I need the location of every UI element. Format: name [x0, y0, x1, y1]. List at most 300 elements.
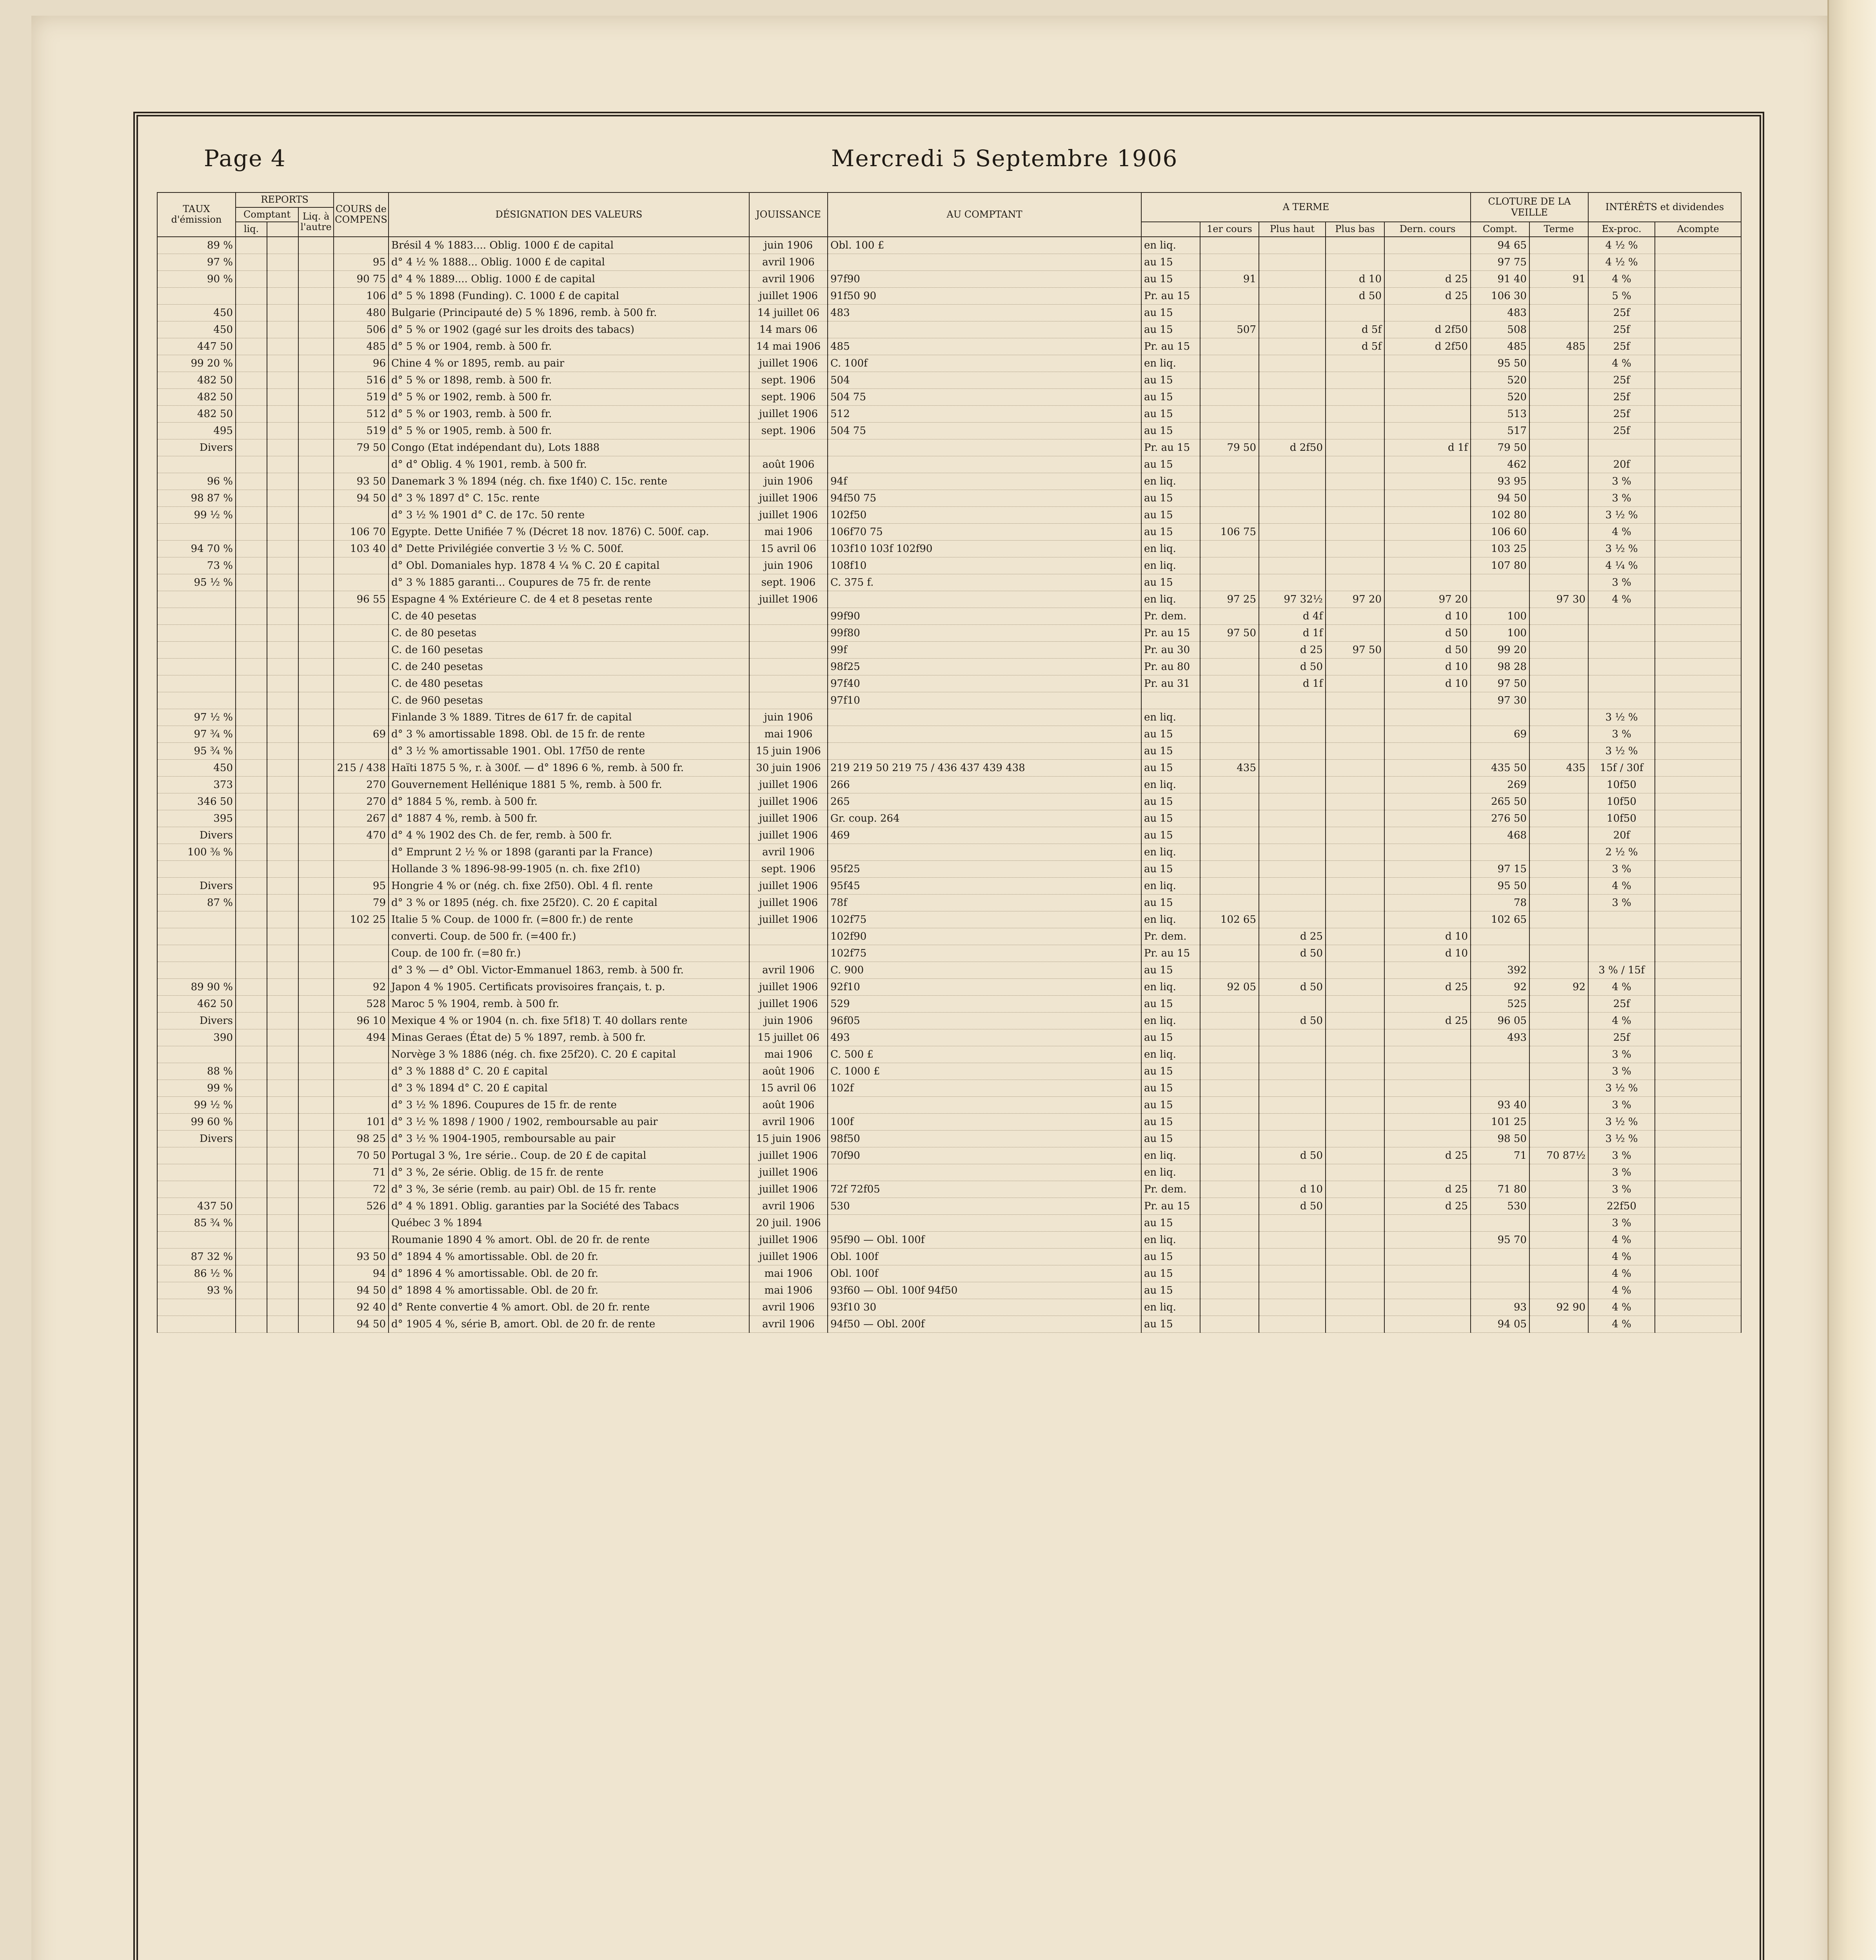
jouissance-cell: juillet 1906 [749, 355, 828, 372]
empty-cell [1655, 490, 1741, 506]
terme-cell: Pr. au 15 [1141, 287, 1200, 304]
empty-cell [1655, 894, 1741, 911]
cloture-terme-cell [1529, 1029, 1588, 1046]
plus-bas-cell [1326, 911, 1384, 928]
premier-cours-cell [1200, 742, 1259, 759]
designation-cell: Italie 5 % Coup. de 1000 fr. (=800 fr.) de rente [389, 911, 749, 928]
plus-bas-cell [1326, 372, 1384, 388]
table-row [157, 540, 1741, 557]
jouissance-cell: mai 1906 [749, 1282, 828, 1299]
cours-cell: 103 40 [334, 540, 389, 557]
cloture-compt-cell [1471, 844, 1529, 860]
dernier-cours-cell [1384, 388, 1471, 405]
terme-cell [1141, 692, 1200, 709]
empty-cell [236, 894, 267, 911]
taux-cell [157, 1147, 236, 1164]
plus-bas-cell [1326, 1063, 1384, 1080]
cloture-terme-cell [1529, 877, 1588, 894]
interets-cell: 3 % [1588, 490, 1655, 506]
premier-cours-cell [1200, 995, 1259, 1012]
cours-cell: 106 [334, 287, 389, 304]
table-row [157, 287, 1741, 304]
table-row [157, 928, 1741, 945]
jouissance-cell [749, 641, 828, 658]
taux-cell: 97 ¾ % [157, 726, 236, 742]
plus-haut-cell [1259, 574, 1326, 591]
empty-cell [236, 709, 267, 726]
interets-cell: 15f / 30f [1588, 759, 1655, 776]
cloture-terme-cell [1529, 827, 1588, 844]
cloture-terme-cell [1529, 523, 1588, 540]
premier-cours-cell [1200, 726, 1259, 742]
cloture-compt-cell: 106 30 [1471, 287, 1529, 304]
empty-cell [236, 1198, 267, 1214]
taux-cell: 73 % [157, 557, 236, 574]
col-acompte: Acompte [1655, 222, 1741, 237]
cours-cell [334, 860, 389, 877]
plus-haut-cell: d 10 [1259, 1181, 1326, 1198]
table-row [157, 1130, 1741, 1147]
designation-cell: Bulgarie (Principauté de) 5 % 1896, remb. à 500 fr. [389, 304, 749, 321]
jouissance-cell: 15 avril 06 [749, 1080, 828, 1096]
jouissance-cell: sept. 1906 [749, 422, 828, 439]
empty-cell [1655, 1029, 1741, 1046]
jouissance-cell: 15 juin 1906 [749, 1130, 828, 1147]
table-row [157, 810, 1741, 827]
jouissance-cell: avril 1906 [749, 962, 828, 978]
cloture-compt-cell [1471, 1265, 1529, 1282]
plus-bas-cell [1326, 860, 1384, 877]
premier-cours-cell [1200, 574, 1259, 591]
plus-bas-cell [1326, 827, 1384, 844]
interets-cell: 4 % [1588, 1299, 1655, 1316]
premier-cours-cell [1200, 456, 1259, 473]
empty-cell [236, 928, 267, 945]
plus-bas-cell [1326, 1012, 1384, 1029]
terme-cell: au 15 [1141, 793, 1200, 810]
empty-cell [298, 945, 334, 962]
designation-cell: d° 3 %, 2e série. Oblig. de 15 fr. de rente [389, 1164, 749, 1181]
col-interets: INTÉRÊTS et dividendes [1588, 192, 1741, 222]
plus-haut-cell [1259, 877, 1326, 894]
cours-cell: 512 [334, 405, 389, 422]
premier-cours-cell [1200, 304, 1259, 321]
designation-cell: C. de 40 pesetas [389, 608, 749, 624]
empty-cell [236, 1265, 267, 1282]
dernier-cours-cell [1384, 1282, 1471, 1299]
premier-cours-cell [1200, 608, 1259, 624]
empty-cell [298, 1214, 334, 1231]
designation-cell: d° 3 % 1885 garanti... Coupures de 75 fr. de rente [389, 574, 749, 591]
designation-cell: Brésil 4 % 1883.... Oblig. 1000 £ de capital [389, 237, 749, 254]
taux-cell: 86 ½ % [157, 1265, 236, 1282]
cours-cell [334, 237, 389, 254]
taux-cell: 482 50 [157, 405, 236, 422]
premier-cours-cell [1200, 1046, 1259, 1063]
cours-cell: 485 [334, 338, 389, 355]
cloture-compt-cell: 493 [1471, 1029, 1529, 1046]
cours-cell: 270 [334, 776, 389, 793]
designation-cell: d° 4 % 1891. Oblig. garanties par la Société des Tabacs [389, 1198, 749, 1214]
jouissance-cell: juillet 1906 [749, 405, 828, 422]
empty-cell [1655, 388, 1741, 405]
table-row [157, 254, 1741, 270]
terme-cell: Pr. dem. [1141, 608, 1200, 624]
empty-cell [267, 1265, 298, 1282]
plus-haut-cell [1259, 1164, 1326, 1181]
table-row [157, 1316, 1741, 1332]
terme-cell: Pr. dem. [1141, 928, 1200, 945]
taux-cell: 90 % [157, 270, 236, 287]
comptant-cell: 95f25 [828, 860, 1141, 877]
terme-cell: au 15 [1141, 1282, 1200, 1299]
table-row [157, 844, 1741, 860]
designation-cell: C. de 480 pesetas [389, 675, 749, 692]
col-cloture-terme: Terme [1529, 222, 1588, 237]
empty-cell [298, 608, 334, 624]
cours-cell: 94 [334, 1265, 389, 1282]
empty-cell [298, 405, 334, 422]
cours-cell: 516 [334, 372, 389, 388]
terme-cell: au 15 [1141, 962, 1200, 978]
terme-cell: au 15 [1141, 1080, 1200, 1096]
cloture-compt-cell: 95 70 [1471, 1231, 1529, 1248]
dernier-cours-cell [1384, 506, 1471, 523]
cours-cell [334, 675, 389, 692]
plus-haut-cell [1259, 388, 1326, 405]
jouissance-cell: avril 1906 [749, 844, 828, 860]
designation-cell: d° 4 ½ % 1888... Oblig. 1000 £ de capital [389, 254, 749, 270]
dernier-cours-cell [1384, 372, 1471, 388]
empty-cell [298, 372, 334, 388]
jouissance-cell: juillet 1906 [749, 1181, 828, 1198]
empty-cell [236, 1231, 267, 1248]
premier-cours-cell [1200, 1029, 1259, 1046]
table-row [157, 557, 1741, 574]
interets-cell: 10f50 [1588, 776, 1655, 793]
cloture-terme-cell [1529, 372, 1588, 388]
comptant-cell: Gr. coup. 264 [828, 810, 1141, 827]
empty-cell [298, 827, 334, 844]
terme-cell: au 15 [1141, 1096, 1200, 1113]
premier-cours-cell [1200, 945, 1259, 962]
empty-cell [267, 658, 298, 675]
cloture-terme-cell [1529, 641, 1588, 658]
empty-cell [236, 506, 267, 523]
plus-bas-cell [1326, 506, 1384, 523]
empty-cell [267, 388, 298, 405]
empty-cell [236, 574, 267, 591]
premier-cours-cell [1200, 810, 1259, 827]
dernier-cours-cell [1384, 557, 1471, 574]
comptant-cell: 530 [828, 1198, 1141, 1214]
comptant-cell: C. 375 f. [828, 574, 1141, 591]
empty-cell [267, 1113, 298, 1130]
premier-cours-cell [1200, 490, 1259, 506]
cours-cell: 480 [334, 304, 389, 321]
empty-cell [1655, 422, 1741, 439]
cours-cell: 98 25 [334, 1130, 389, 1147]
cours-cell: 79 [334, 894, 389, 911]
terme-cell: au 15 [1141, 995, 1200, 1012]
cloture-compt-cell: 107 80 [1471, 557, 1529, 574]
cours-cell: 92 40 [334, 1299, 389, 1316]
empty-cell [267, 321, 298, 338]
plus-bas-cell [1326, 995, 1384, 1012]
plus-haut-cell [1259, 1231, 1326, 1248]
empty-cell [1655, 1063, 1741, 1080]
table-row [157, 877, 1741, 894]
empty-cell [1655, 523, 1741, 540]
empty-cell [267, 692, 298, 709]
plus-bas-cell [1326, 304, 1384, 321]
taux-cell: 447 50 [157, 338, 236, 355]
empty-cell [298, 742, 334, 759]
jouissance-cell: 15 avril 06 [749, 540, 828, 557]
designation-cell: d° 3 % — d° Obl. Victor-Emmanuel 1863, remb. à 500 fr. [389, 962, 749, 978]
plus-haut-cell [1259, 372, 1326, 388]
premier-cours-cell [1200, 675, 1259, 692]
terme-cell: en liq. [1141, 844, 1200, 860]
table-row [157, 1181, 1741, 1198]
empty-cell [1655, 860, 1741, 877]
empty-cell [1655, 1181, 1741, 1198]
interets-cell: 25f [1588, 304, 1655, 321]
table-row [157, 860, 1741, 877]
empty-cell [1655, 287, 1741, 304]
interets-cell: 20f [1588, 456, 1655, 473]
comptant-cell: 97f10 [828, 692, 1141, 709]
comptant-cell: Obl. 100f [828, 1265, 1141, 1282]
plus-haut-cell: d 4f [1259, 608, 1326, 624]
empty-cell [1655, 456, 1741, 473]
terme-cell: en liq. [1141, 877, 1200, 894]
cloture-terme-cell [1529, 675, 1588, 692]
plus-haut-cell [1259, 405, 1326, 422]
dernier-cours-cell [1384, 692, 1471, 709]
premier-cours-cell [1200, 1113, 1259, 1130]
plus-bas-cell [1326, 355, 1384, 372]
empty-cell [1655, 1248, 1741, 1265]
table-row [157, 321, 1741, 338]
table-row [157, 945, 1741, 962]
cloture-compt-cell: 462 [1471, 456, 1529, 473]
dernier-cours-cell [1384, 237, 1471, 254]
designation-cell: Québec 3 % 1894 [389, 1214, 749, 1231]
plus-haut-cell: d 1f [1259, 624, 1326, 641]
empty-cell [1655, 709, 1741, 726]
dernier-cours-cell [1384, 1046, 1471, 1063]
empty-cell [267, 945, 298, 962]
empty-cell [1655, 439, 1741, 456]
dernier-cours-cell [1384, 1265, 1471, 1282]
cloture-compt-cell: 265 50 [1471, 793, 1529, 810]
plus-haut-cell [1259, 1299, 1326, 1316]
empty-cell [298, 1231, 334, 1248]
cours-cell: 94 50 [334, 490, 389, 506]
terme-cell: au 15 [1141, 1214, 1200, 1231]
empty-cell [1655, 254, 1741, 270]
premier-cours-cell [1200, 1282, 1259, 1299]
table-row [157, 827, 1741, 844]
cloture-terme-cell [1529, 439, 1588, 456]
empty-cell [298, 540, 334, 557]
terme-cell: Pr. au 15 [1141, 945, 1200, 962]
cloture-terme-cell [1529, 860, 1588, 877]
cloture-compt-cell: 483 [1471, 304, 1529, 321]
page-date: Mercredi 5 Septembre 1906 [831, 145, 1178, 172]
plus-haut-cell [1259, 860, 1326, 877]
taux-cell: 450 [157, 321, 236, 338]
designation-cell: d° 1884 5 %, remb. à 500 fr. [389, 793, 749, 810]
premier-cours-cell [1200, 287, 1259, 304]
plus-bas-cell [1326, 523, 1384, 540]
comptant-cell: 99f80 [828, 624, 1141, 641]
empty-cell [236, 1080, 267, 1096]
cloture-compt-cell: 93 [1471, 1299, 1529, 1316]
dernier-cours-cell [1384, 1130, 1471, 1147]
jouissance-cell: juillet 1906 [749, 776, 828, 793]
empty-cell [1655, 641, 1741, 658]
dernier-cours-cell [1384, 877, 1471, 894]
empty-cell [236, 1130, 267, 1147]
table-row [157, 473, 1741, 490]
plus-bas-cell [1326, 1214, 1384, 1231]
cloture-terme-cell [1529, 1198, 1588, 1214]
empty-cell [267, 877, 298, 894]
terme-cell: Pr. au 30 [1141, 641, 1200, 658]
empty-cell [267, 439, 298, 456]
plus-haut-cell [1259, 1029, 1326, 1046]
jouissance-cell: sept. 1906 [749, 372, 828, 388]
empty-cell [298, 1147, 334, 1164]
dernier-cours-cell [1384, 1316, 1471, 1332]
premier-cours-cell [1200, 1096, 1259, 1113]
plus-haut-cell [1259, 1080, 1326, 1096]
premier-cours-cell [1200, 254, 1259, 270]
terme-cell: en liq. [1141, 978, 1200, 995]
dernier-cours-cell [1384, 911, 1471, 928]
plus-haut-cell: d 50 [1259, 1147, 1326, 1164]
comptant-cell: 102f [828, 1080, 1141, 1096]
empty-cell [298, 692, 334, 709]
interets-cell: 4 % [1588, 1012, 1655, 1029]
premier-cours-cell [1200, 1198, 1259, 1214]
designation-cell: d° 5 % or 1905, remb. à 500 fr. [389, 422, 749, 439]
designation-cell: d° Emprunt 2 ½ % or 1898 (garanti par la France) [389, 844, 749, 860]
terme-cell: au 15 [1141, 742, 1200, 759]
empty-cell [267, 726, 298, 742]
cloture-compt-cell: 94 65 [1471, 237, 1529, 254]
taux-cell: 482 50 [157, 372, 236, 388]
designation-cell: Gouvernement Hellénique 1881 5 %, remb. à 500 fr. [389, 776, 749, 793]
empty-cell [298, 422, 334, 439]
empty-cell [1655, 776, 1741, 793]
comptant-cell: 72f 72f05 [828, 1181, 1141, 1198]
comptant-cell [828, 591, 1141, 608]
interets-cell: 4 ½ % [1588, 254, 1655, 270]
table-row [157, 894, 1741, 911]
designation-cell: d° 5 % or 1904, remb. à 500 fr. [389, 338, 749, 355]
interets-cell: 3 ½ % [1588, 1130, 1655, 1147]
premier-cours-cell [1200, 877, 1259, 894]
empty-cell [1655, 810, 1741, 827]
empty-cell [298, 641, 334, 658]
interets-cell [1588, 658, 1655, 675]
cloture-compt-cell: 93 40 [1471, 1096, 1529, 1113]
designation-cell: Portugal 3 %, 1re série.. Coup. de 20 £ de capital [389, 1147, 749, 1164]
jouissance-cell: juillet 1906 [749, 1147, 828, 1164]
empty-cell [1655, 1198, 1741, 1214]
cours-cell [334, 506, 389, 523]
col-designation: DÉSIGNATION DES VALEURS [389, 192, 749, 237]
empty-cell [267, 287, 298, 304]
empty-cell [298, 1063, 334, 1080]
plus-bas-cell [1326, 1096, 1384, 1113]
comptant-cell [828, 1214, 1141, 1231]
empty-cell [267, 405, 298, 422]
plus-haut-cell [1259, 1046, 1326, 1063]
comptant-cell [828, 1096, 1141, 1113]
terme-cell: au 15 [1141, 490, 1200, 506]
table-row [157, 574, 1741, 591]
cours-cell: 506 [334, 321, 389, 338]
empty-cell [267, 1282, 298, 1299]
empty-cell [1655, 1012, 1741, 1029]
empty-cell [298, 810, 334, 827]
jouissance-cell: juillet 1906 [749, 894, 828, 911]
taux-cell: 88 % [157, 1063, 236, 1080]
empty-cell [298, 456, 334, 473]
empty-cell [267, 1316, 298, 1332]
page-number: Page 4 [204, 145, 286, 172]
empty-cell [267, 1096, 298, 1113]
jouissance-cell: juillet 1906 [749, 1164, 828, 1181]
cloture-compt-cell: 276 50 [1471, 810, 1529, 827]
interets-cell: 25f [1588, 388, 1655, 405]
designation-cell: Norvège 3 % 1886 (nég. ch. fixe 25f20). C. 20 £ capital [389, 1046, 749, 1063]
designation-cell: d° 5 % or 1903, remb. à 500 fr. [389, 405, 749, 422]
empty-cell [298, 1130, 334, 1147]
empty-cell [267, 1299, 298, 1316]
empty-cell [267, 557, 298, 574]
empty-cell [298, 1181, 334, 1198]
dernier-cours-cell [1384, 254, 1471, 270]
plus-bas-cell [1326, 1231, 1384, 1248]
interets-cell: 3 ½ % [1588, 1080, 1655, 1096]
cours-cell: 102 25 [334, 911, 389, 928]
table-row [157, 1214, 1741, 1231]
empty-cell [298, 860, 334, 877]
empty-cell [1655, 304, 1741, 321]
cloture-terme-cell [1529, 1248, 1588, 1265]
cloture-compt-cell: 94 05 [1471, 1316, 1529, 1332]
table-row [157, 793, 1741, 810]
terme-cell: au 15 [1141, 1248, 1200, 1265]
cloture-compt-cell [1471, 928, 1529, 945]
dernier-cours-cell [1384, 1164, 1471, 1181]
cloture-compt-cell [1471, 591, 1529, 608]
interets-cell: 4 % [1588, 591, 1655, 608]
table-row [157, 978, 1741, 995]
interets-cell: 25f [1588, 338, 1655, 355]
plus-haut-cell [1259, 456, 1326, 473]
cours-cell [334, 1046, 389, 1063]
cloture-compt-cell: 392 [1471, 962, 1529, 978]
plus-haut-cell [1259, 540, 1326, 557]
terme-cell: en liq. [1141, 473, 1200, 490]
cloture-terme-cell: 485 [1529, 338, 1588, 355]
